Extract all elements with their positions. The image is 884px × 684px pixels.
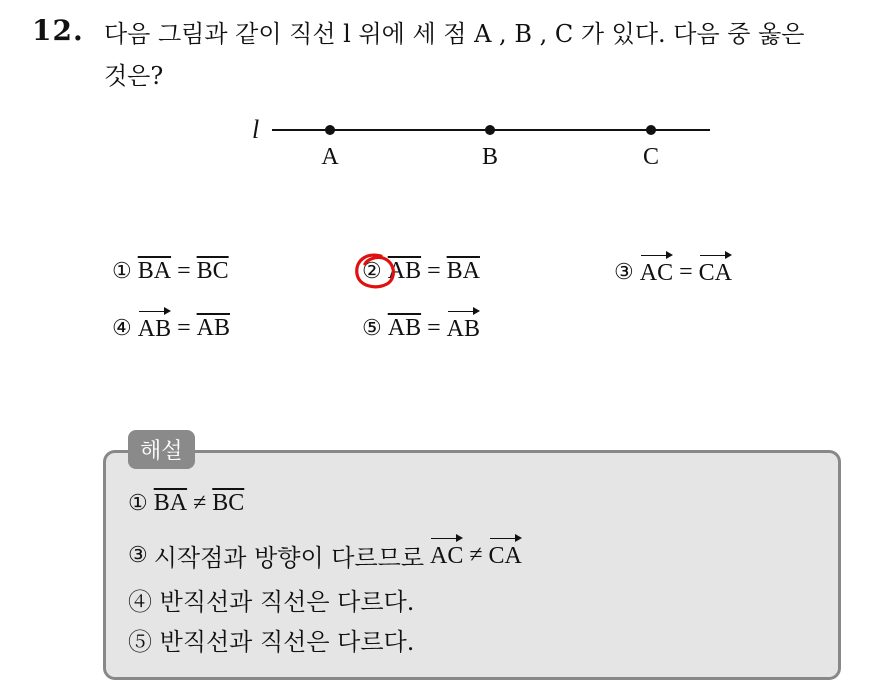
solution-line-2: [128, 538, 522, 573]
choice-3[interactable]: [614, 258, 732, 287]
equals-sign: =: [679, 259, 693, 285]
equals-sign: =: [427, 258, 441, 284]
solution-1-number: ①: [128, 491, 148, 516]
question-number: 12.: [32, 14, 84, 47]
choice-1[interactable]: [112, 258, 229, 285]
equals-sign: =: [177, 315, 191, 341]
choice-2-number: ②: [362, 259, 382, 284]
choice-3-right-vector: CA: [698, 260, 732, 286]
point-c-label: C: [642, 144, 660, 170]
point-a-label: A: [321, 144, 339, 170]
question-text-line2: 것은?: [104, 62, 164, 90]
solution-2-number: ③: [128, 543, 148, 568]
choice-5-left-segment: $\overline{AB}$: [387, 315, 422, 341]
not-equal-sign: ≠: [193, 490, 207, 516]
choice-4-number: ④: [112, 316, 132, 341]
not-equal-sign: ≠: [469, 542, 483, 568]
point-c-dot: [646, 125, 656, 135]
choice-5-right-ray: AB: [446, 316, 480, 342]
choice-2-left-segment: $\overline{AB}$: [387, 258, 422, 284]
choice-2-right-segment: $\overline{BA}$: [446, 258, 480, 284]
equals-sign: =: [427, 315, 441, 341]
choice-3-number: ③: [614, 260, 634, 285]
point-a-dot: [325, 125, 335, 135]
solution-line-4: ⑤ 반직선과 직선은 다르다.: [128, 628, 415, 656]
equals-sign: =: [177, 258, 191, 284]
choice-1-number: ①: [112, 259, 132, 284]
choice-1-left-segment: $\overline{BA}$: [137, 258, 172, 284]
choice-4-left-ray: AB: [137, 316, 172, 342]
point-b-dot: [485, 125, 495, 135]
solution-1-left-segment: $\overline{BA}$: [153, 490, 188, 516]
choice-5-number: ⑤: [362, 316, 382, 341]
question-text-line1: 다음 그림과 같이 직선 l 위에 세 점 A , B , C 가 있다. 다음 중 옳은: [104, 20, 805, 48]
choice-5[interactable]: [362, 314, 480, 343]
solution-line-3: ④ 반직선과 직선은 다르다.: [128, 588, 415, 616]
solution-2-right-vector: CA: [488, 543, 522, 569]
choice-4-right-segment: $\overline{AB}$: [196, 315, 230, 341]
solution-line-1: [128, 490, 244, 517]
choice-1-right-segment: $\overline{BC}$: [196, 258, 229, 284]
solution-1-right-segment: $\overline{BC}$: [212, 490, 245, 516]
solution-2-left-vector: AC: [430, 543, 464, 569]
choice-2[interactable]: [362, 258, 480, 285]
solution-tag: 해설: [128, 430, 195, 469]
choice-3-left-vector: AC: [639, 260, 674, 286]
line-diagram: [240, 108, 720, 178]
point-b-label: B: [481, 144, 499, 170]
choice-4[interactable]: [112, 314, 230, 343]
line-label: l: [252, 115, 260, 144]
solution-2-text: 시작점과 방향이 다르므로: [153, 544, 425, 572]
